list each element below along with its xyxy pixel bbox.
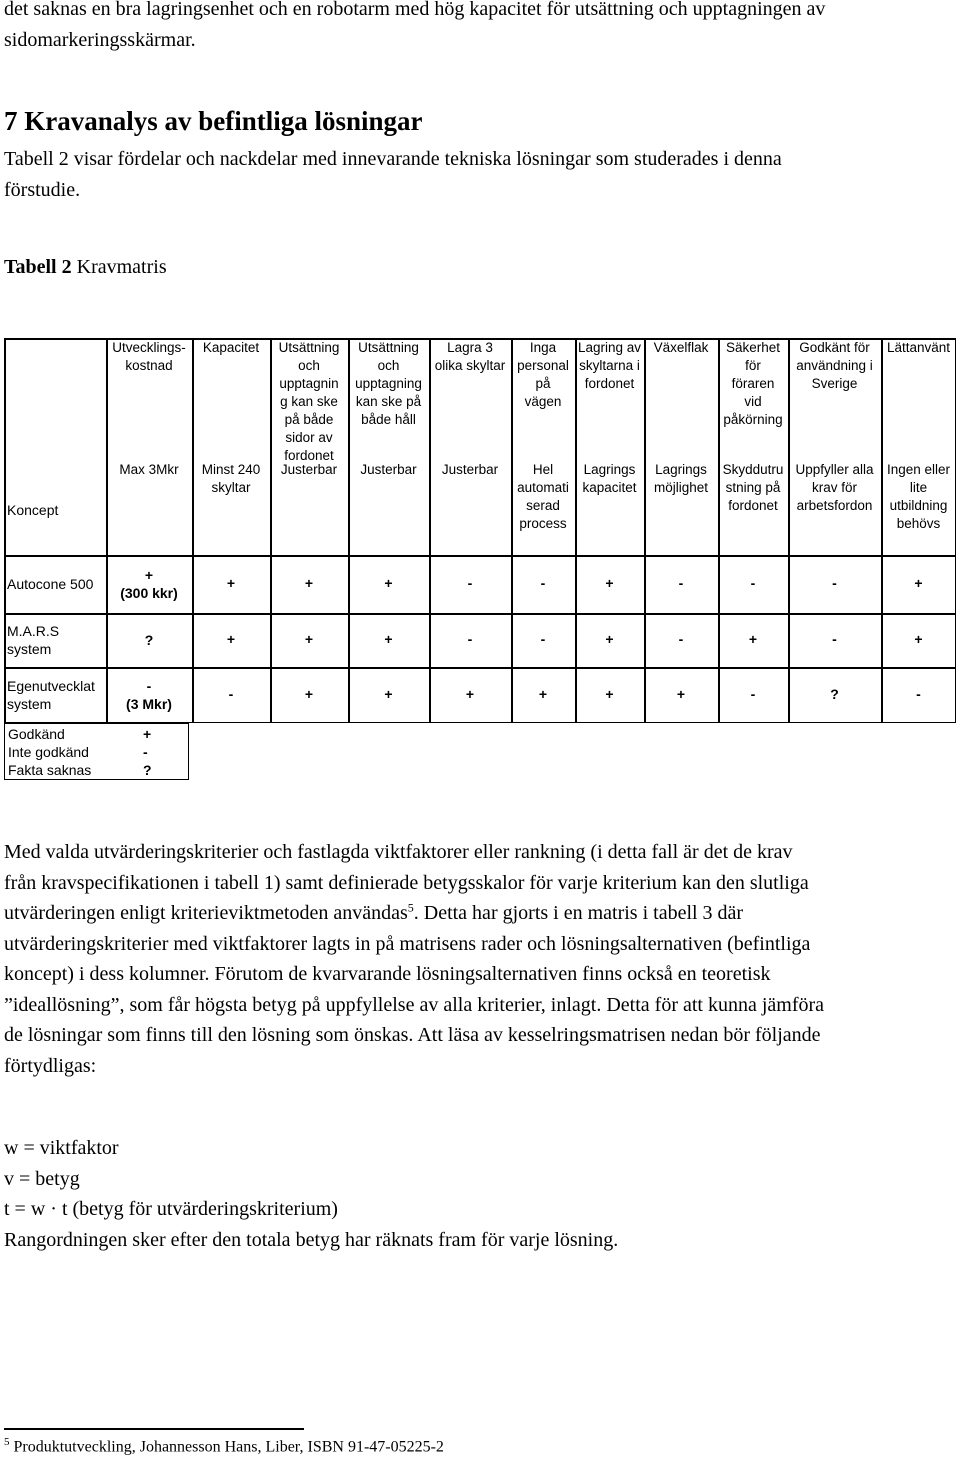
criterion-header-line: Lagra 3 <box>447 340 493 355</box>
evaluation-mark: - <box>916 686 921 702</box>
criterion-requirement <box>429 461 511 479</box>
concept-row-label-line: M.A.R.S <box>7 623 60 639</box>
criterion-header-line: Lagring av <box>577 340 642 355</box>
cost-mark-line: ? <box>144 632 154 648</box>
criterion-requirement-line: process <box>519 516 567 531</box>
criterion-header-line: på både <box>284 412 334 427</box>
criterion-header-line: påkörning <box>723 412 783 427</box>
requirements-matrix <box>4 338 956 723</box>
footnote-number: 5 <box>4 1436 10 1448</box>
cost-mark-line: - <box>146 678 152 694</box>
legend-row <box>5 761 188 779</box>
criterion-header-line: upptagnin <box>279 376 339 391</box>
criterion-header-line: Utsättning <box>278 340 340 355</box>
matrix-column-rule <box>788 338 790 723</box>
cost-mark <box>106 566 192 602</box>
matrix-row-rule <box>4 555 956 557</box>
cost-mark-line: (3 Mkr) <box>126 696 172 712</box>
criterion-header-line: Inga <box>529 340 557 355</box>
criterion-requirement-line: Minst 240 <box>201 462 261 477</box>
criterion-requirement <box>718 461 788 515</box>
criterion-header-line: fordonet <box>584 376 635 391</box>
criterion-requirement <box>644 461 718 497</box>
criterion-header-line: kan ske på <box>355 394 422 409</box>
criterion-requirement-line: Max 3Mkr <box>119 462 179 477</box>
criterion-header-line: vid <box>744 394 762 409</box>
table-caption-title: Kravmatris <box>71 256 167 278</box>
criterion-header <box>511 339 575 411</box>
criterion-requirement-line: Lagrings <box>583 462 636 477</box>
criterion-requirement <box>192 461 270 497</box>
evaluation-mark: + <box>605 575 614 591</box>
criterion-header-line: och <box>298 358 320 373</box>
section-heading: 7 Kravanalys av befintliga lösningar <box>4 106 423 136</box>
paragraph-line: utvärderingskriterier med viktfaktorer lagts in på matrisens rader och lösningsalternativen (befintliga <box>4 932 811 955</box>
matrix-column-rule <box>106 338 108 723</box>
evaluation-mark: + <box>304 631 314 647</box>
criterion-requirement-line: serad <box>526 498 560 513</box>
cost-mark <box>106 631 192 649</box>
criterion-header-line: Säkerhet <box>725 340 781 355</box>
criterion-header-line: användning i <box>796 358 873 373</box>
evaluation-mark: - <box>540 575 546 591</box>
concept-row-label <box>7 575 93 593</box>
legend-symbol: + <box>143 726 152 742</box>
paragraph-text: utvärderingen enligt kriterieviktmetoden användas <box>4 902 408 924</box>
footnote-text: Produktutveckling, Johannesson Hans, Liber, ISBN 91-47-05225-2 <box>13 1438 444 1456</box>
criterion-requirement-line: skyltar <box>211 480 251 495</box>
criterion-requirement <box>270 461 348 479</box>
criterion-header <box>718 339 788 429</box>
body-paragraph <box>4 837 956 1081</box>
criterion-header-line: upptagning <box>355 376 422 391</box>
evaluation-mark: - <box>678 631 684 647</box>
legend-label: Fakta saknas <box>8 762 92 778</box>
evaluation-mark: - <box>228 686 234 702</box>
legend-label: Godkänd <box>8 726 65 742</box>
criterion-header <box>575 339 644 393</box>
criterion-requirement-line: Justerbar <box>360 462 417 477</box>
section-intro-line: Tabell 2 visar fördelar och nackdelar med innevarande tekniska lösningar som studerades i denna <box>4 148 782 170</box>
criterion-header <box>429 339 511 375</box>
evaluation-mark: - <box>750 575 756 591</box>
formula-line: t = w · t (betyg för utvärderingskriterium) <box>4 1198 338 1220</box>
evaluation-mark: + <box>914 575 923 591</box>
footnote <box>4 1436 444 1456</box>
paragraph-line <box>4 898 956 929</box>
criterion-requirement-line: Justerbar <box>441 462 499 477</box>
criterion-header-line: g kan ske <box>280 394 338 409</box>
criterion-requirement <box>788 461 881 515</box>
evaluation-mark: + <box>304 686 314 702</box>
legend-symbol: - <box>143 744 148 760</box>
paragraph-line: ”ideallösning”, som får högsta betyg på uppfyllelse av alla kriterier, inlagt. Detta för att kunna jämföra <box>4 993 825 1016</box>
criterion-header-line: Utvecklings- <box>112 340 186 355</box>
section-intro-line: förstudie. <box>4 178 81 201</box>
evaluation-mark: + <box>226 575 236 591</box>
evaluation-mark: + <box>226 631 236 647</box>
matrix-column-rule <box>4 338 6 723</box>
criterion-header-line: Lättanvänt <box>886 340 951 355</box>
criterion-requirement-line: Skyddutru <box>722 462 784 477</box>
matrix-column-rule <box>644 338 646 723</box>
evaluation-mark: ? <box>830 686 839 702</box>
criterion-requirement-line: utbildning <box>889 498 948 513</box>
criterion-requirement-line: möjlighet <box>653 480 709 495</box>
concept-row-label-line: Egenutvecklat <box>7 678 95 694</box>
evaluation-mark: + <box>914 631 923 647</box>
criterion-requirement-line: stning på <box>725 480 781 495</box>
evaluation-mark: + <box>384 686 393 702</box>
paragraph-line: de lösningar som finns till den lösning som önskas. Att läsa av kesselringsmatrisen nedan bör följande <box>4 1024 821 1046</box>
criterion-header-line: Sverige <box>811 376 858 391</box>
concept-row-label-line: system <box>7 696 52 712</box>
legend-row <box>5 725 188 743</box>
evaluation-mark: + <box>605 631 614 647</box>
legend-label: Inte godkänd <box>8 744 89 760</box>
evaluation-mark: + <box>605 686 614 702</box>
legend-row <box>5 743 188 761</box>
formula-line: Rangordningen sker efter den totala betyg har räknats fram för varje lösning. <box>4 1228 619 1251</box>
criterion-header-line: Växelflak <box>653 340 709 355</box>
criterion-header-line: för <box>745 358 761 373</box>
criterion-requirement-line: Justerbar <box>280 462 338 477</box>
criterion-header <box>881 339 956 357</box>
cost-mark-line: + <box>144 567 154 583</box>
matrix-row-rule <box>4 613 956 615</box>
criterion-requirement <box>881 461 956 533</box>
concept-row-label <box>7 622 59 658</box>
criterion-requirement <box>348 461 429 479</box>
criterion-header-line: föraren <box>731 376 775 391</box>
cost-mark <box>106 677 192 713</box>
evaluation-mark: - <box>678 575 684 591</box>
evaluation-mark: - <box>832 631 837 647</box>
intro-line: det saknas en bra lagringsenhet och en robotarm med hög kapacitet för utsättning och upptagningen av <box>4 0 826 20</box>
criterion-header-line: och <box>377 358 400 373</box>
matrix-column-rule <box>575 338 577 723</box>
criterion-requirement-line: Hel <box>532 462 554 477</box>
criterion-header <box>788 339 881 393</box>
evaluation-mark: + <box>538 686 548 702</box>
intro-line: sidomarkeringsskärmar. <box>4 28 196 51</box>
table-caption <box>4 256 167 279</box>
evaluation-mark: - <box>832 575 837 591</box>
criterion-requirement <box>575 461 644 497</box>
criterion-requirement-line: arbetsfordon <box>796 498 873 513</box>
criterion-header <box>644 339 718 357</box>
criterion-header-line: Kapacitet <box>202 340 260 355</box>
evaluation-mark: - <box>540 631 546 647</box>
criterion-header-line: olika skyltar <box>434 358 506 373</box>
formula-block <box>4 1133 956 1255</box>
matrix-column-rule <box>192 338 194 723</box>
formula-line: w = viktfaktor <box>4 1137 119 1159</box>
criterion-requirement-line: krav för <box>811 480 857 495</box>
criterion-header-line: kostnad <box>125 358 173 373</box>
footnote-separator <box>4 1428 304 1430</box>
criterion-header <box>348 339 429 429</box>
paragraph-line: förtydligas: <box>4 1054 97 1077</box>
cost-mark-line: (300 kkr) <box>120 585 178 601</box>
footnote-reference[interactable]: 5 <box>407 900 414 915</box>
criterion-requirement-line: lite <box>909 480 928 495</box>
legend <box>4 723 189 780</box>
criterion-requirement <box>511 461 575 533</box>
evaluation-mark: - <box>467 575 473 591</box>
criterion-header-line: Godkänt för <box>799 340 870 355</box>
criterion-requirement-line: fordonet <box>728 498 778 513</box>
paragraph-line: koncept) i dess kolumner. Förutom de kvarvarande lösningsalternativen finns också en teoretisk <box>4 963 771 985</box>
criterion-header <box>270 339 348 465</box>
concept-row-label-line: system <box>7 641 52 657</box>
evaluation-mark: + <box>384 575 393 591</box>
paragraph-text: . Detta har gjorts i en matris i tabell 3 där <box>413 902 744 924</box>
matrix-column-rule <box>429 338 431 723</box>
evaluation-mark: - <box>467 631 473 647</box>
intro-text <box>4 0 956 55</box>
criterion-requirement-line: Ingen eller <box>886 462 951 477</box>
criterion-header-line: vägen <box>524 394 562 409</box>
evaluation-mark: + <box>748 631 758 647</box>
criterion-header-line: personal <box>517 358 569 373</box>
matrix-corner-label: Koncept <box>7 502 59 518</box>
concept-row-label <box>7 677 95 713</box>
criterion-requirement <box>106 461 192 479</box>
evaluation-mark: - <box>750 686 756 702</box>
criterion-header-line: fordonet <box>284 448 334 463</box>
criterion-header <box>106 339 192 375</box>
table-caption-label: Tabell 2 <box>4 256 72 278</box>
paragraph-line: Med valda utvärderingskriterier och fastlagda viktfaktorer eller rankning (i detta fall är det de krav <box>4 841 793 863</box>
evaluation-mark: + <box>384 631 393 647</box>
criterion-header-line: Utsättning <box>358 340 419 355</box>
legend-symbol: ? <box>143 762 152 778</box>
criterion-header-line: på <box>535 376 551 391</box>
paragraph-line: från kravspecifikationen i tabell 1) samt definierade betygsskalor för varje kriterium kan den slutliga <box>4 871 809 894</box>
evaluation-mark: + <box>676 686 686 702</box>
criterion-header-line: skyltarna i <box>579 358 640 373</box>
matrix-row-rule <box>4 667 956 669</box>
criterion-requirement-line: kapacitet <box>582 480 637 495</box>
criterion-header-line: sidor av <box>285 430 333 445</box>
section-intro <box>4 144 956 205</box>
formula-line: v = betyg <box>4 1167 80 1190</box>
criterion-header <box>192 339 270 357</box>
criterion-requirement-line: behövs <box>896 516 941 531</box>
criterion-requirement-line: Lagrings <box>655 462 707 477</box>
concept-row-label-line: Autocone 500 <box>7 576 94 592</box>
criterion-requirement-line: Uppfyller alla <box>795 462 874 477</box>
evaluation-mark: + <box>304 575 314 591</box>
criterion-requirement-line: automati <box>517 480 569 495</box>
criterion-header-line: både håll <box>361 412 416 427</box>
evaluation-mark: + <box>465 686 475 702</box>
